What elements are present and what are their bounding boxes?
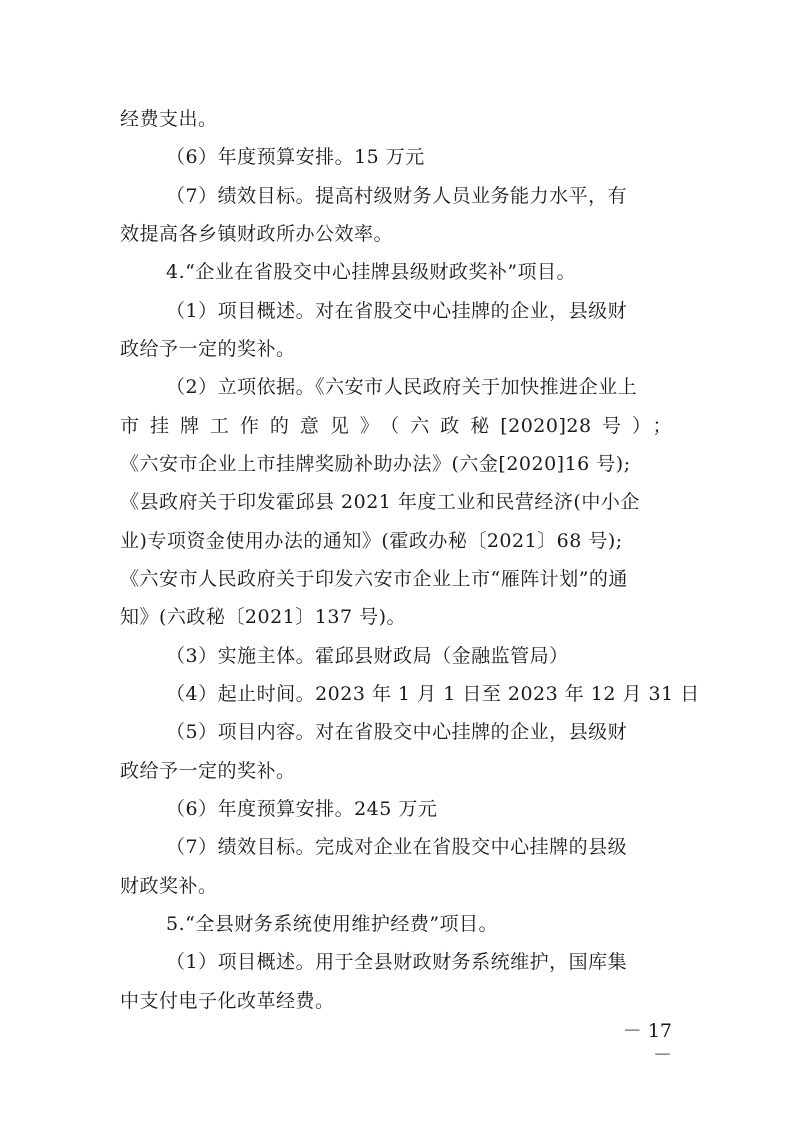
body-text-line: 《县政府关于印发霍邱县 2021 年度工业和民营经济(中小企 (120, 491, 640, 513)
body-text-line: （5）项目内容。对在省股交中心挂牌的企业，县级财 (166, 721, 628, 743)
body-text-line: （6）年度预算安排。245 万元 (166, 798, 438, 820)
body-text-line: 经费支出。 (120, 108, 218, 130)
body-text-line: （1）项目概述。用于全县财政财务系统维护，国库集 (166, 951, 628, 973)
body-text-line: （7）绩效目标。提高村级财务人员业务能力水平，有 (166, 185, 628, 207)
body-text-line: （3）实施主体。霍邱县财政局（金融监管局） (166, 645, 569, 667)
body-text-line: 财政奖补。 (120, 875, 218, 897)
body-text-line: （6）年度预算安排。15 万元 (166, 146, 425, 168)
page-number: － 17 － (622, 1020, 672, 1066)
body-text-line: 政给予一定的奖补。 (120, 338, 296, 360)
section-heading: 4.“企业在省股交中心挂牌县级财政奖补”项目。 (166, 261, 577, 283)
body-text-line: 业)专项资金使用办法的通知》(霍政办秘〔2021〕68 号); (120, 530, 623, 552)
body-text-line: 中支付电子化改革经费。 (120, 990, 335, 1012)
body-text-line: 效提高各乡镇财政所办公效率。 (120, 223, 394, 245)
body-text-line: 市挂牌工作的意见》（六政秘[2020]28号）； (120, 415, 672, 437)
body-text-line: （2）立项依据。《六安市人民政府关于加快推进企业上 (166, 376, 638, 398)
body-text-line: 《六安市人民政府关于印发六安市企业上市“雁阵计划”的通 (120, 568, 628, 590)
body-text-line: （4）起止时间。2023 年 1 月 1 日至 2023 年 12 月 31 日 (166, 683, 700, 705)
body-text-line: 政给予一定的奖补。 (120, 760, 296, 782)
body-text-line: 《六安市企业上市挂牌奖励补助办法》(六金[2020]16 号); (120, 453, 631, 475)
section-heading: 5.“全县财务系统使用维护经费”项目。 (166, 913, 499, 935)
body-text-line: 知》(六政秘〔2021〕137 号)。 (120, 606, 406, 628)
body-text-line: （7）绩效目标。完成对企业在省股交中心挂牌的县级 (166, 836, 628, 858)
body-text-line: （1）项目概述。对在省股交中心挂牌的企业，县级财 (166, 300, 628, 322)
